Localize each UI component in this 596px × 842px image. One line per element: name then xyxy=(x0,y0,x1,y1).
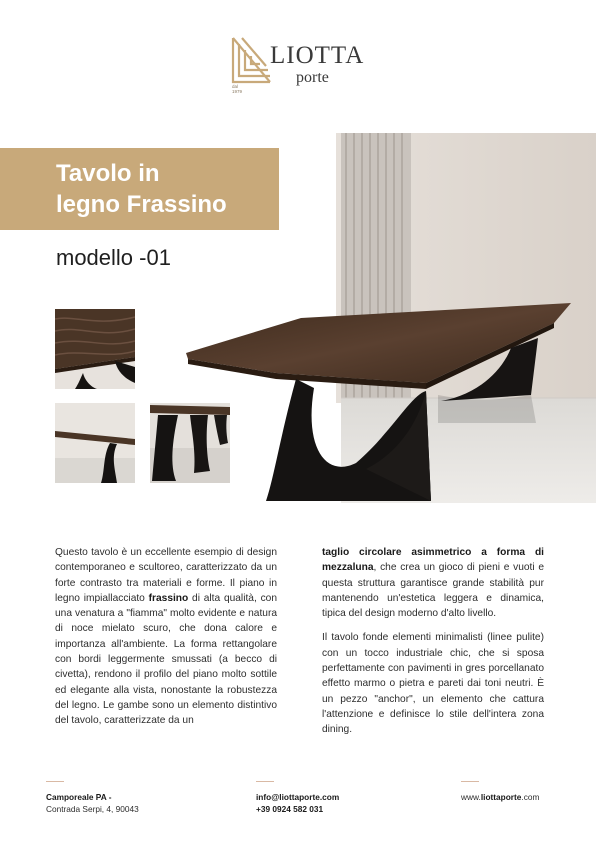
thumbnail-table-legs xyxy=(150,403,230,483)
keyword-taglio: taglio circolare asimmetrico a forma di mezzaluna xyxy=(322,547,544,574)
email-link[interactable]: info@liottaporte.com xyxy=(256,792,340,802)
footer-divider xyxy=(256,781,274,782)
title-line-1: Tavolo in xyxy=(56,160,160,187)
address-line-1: Camporeale PA - xyxy=(46,792,112,802)
thumbnail-table-side xyxy=(55,403,135,483)
footer-address xyxy=(46,791,139,815)
keyword-frassino: frassino xyxy=(148,592,189,604)
title-banner xyxy=(0,148,279,230)
description-paragraph-2: taglio circolare asimmetrico a forma di mezzaluna, che crea un gioco di pieni e vuoti e questa struttura garantisce grande stabilità pur mantenendo un'estetica leggera e dinamica, tipica del design moderno d'alto livello. xyxy=(322,547,544,620)
thumbnail-wood-grain xyxy=(55,309,135,389)
description-right xyxy=(322,545,544,747)
website-link[interactable]: www.liottaporte.com xyxy=(461,792,540,802)
brand-name: LIOTTA xyxy=(270,42,365,69)
address-line-2: Contrada Serpi, 4, 90043 xyxy=(46,804,139,814)
footer-contacts xyxy=(256,791,339,815)
phone-number[interactable]: +39 0924 582 031 xyxy=(256,804,324,814)
footer-divider xyxy=(46,781,64,782)
description-paragraph-1: Questo tavolo è un eccellente esempio di design contemporaneo e scultoreo, caratterizzato da un forte contrasto tra materiali e forme. Il piano in legno impiallacciato frassino di alta qualità, con una venatura a "fiamma" molto evidente e natura di noce mielato scuro, che dona calore e importanza all'ambiente. La forma rettangolare con bordi leggermente smussati (a becco di civetta), rendono il profilo del piano molto sottile ed elegante alla vista, nonostante la robustezza del legno. Le gambe sono un elemento distintivo del tavolo, caratterizzate da un xyxy=(55,547,277,727)
brand-subtitle: porte xyxy=(296,69,329,86)
footer-divider xyxy=(461,781,479,782)
description-left xyxy=(55,545,277,738)
logo-est-label: dal xyxy=(232,84,239,89)
logo-year-label: 1979 xyxy=(232,89,243,94)
description-paragraph-3: Il tavolo fonde elementi minimalisti (linee pulite) con un tocco industriale chic, che si sposa perfettamente con pavimenti in gres porcellanato effetto marmo o pietra e pareti dai toni neutri. È un pezzo "anchor", un elemento che cattura l'attenzione e definisce lo stile dell'intera zona dining. xyxy=(322,632,544,736)
title-line-2: legno Frassino xyxy=(56,191,227,218)
model-subtitle: modello -01 xyxy=(56,245,171,270)
